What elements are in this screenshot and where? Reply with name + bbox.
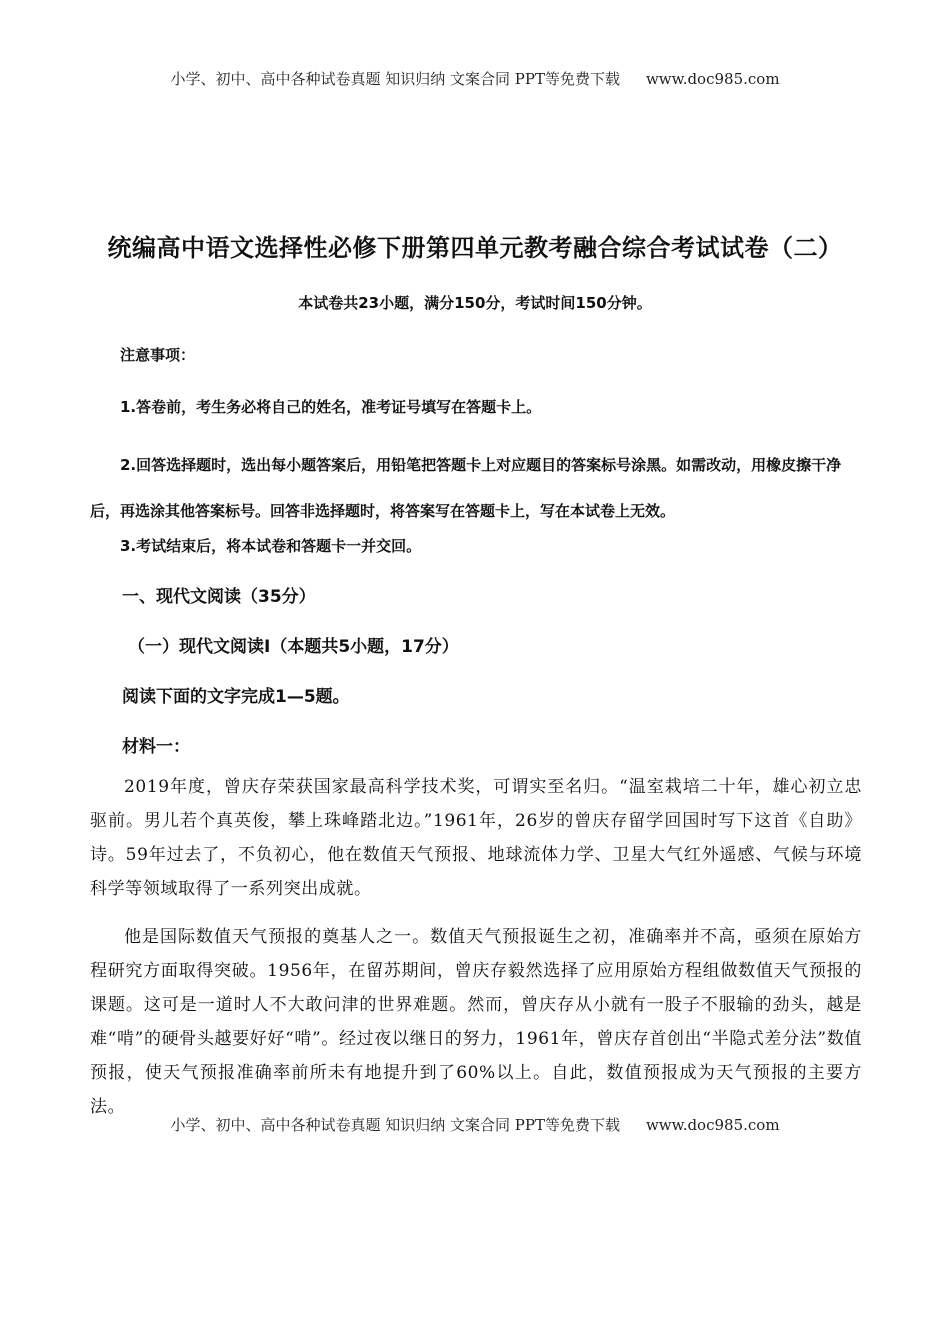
section-heading-modern-reading: 一、现代文阅读（35分）	[122, 587, 316, 607]
notice-item-3: 3.考试结束后，将本试卷和答题卡一并交回。	[120, 537, 422, 555]
exam-title: 统编高中语文选择性必修下册第四单元教考融合综合考试试卷（二）	[107, 234, 843, 262]
page-header	[0, 68, 950, 89]
footer-site-link[interactable]: www.doc985.com	[645, 1116, 780, 1134]
notice-item-2: 2.回答选择题时，选出每小题答案后，用铅笔把答题卡上对应题目的答案标号涂黑。如需改动，用橡皮擦干净后，再选涂其他答案标号。回答非选择题时，将答案写在答题卡上，写在本试卷上无效。	[90, 456, 842, 520]
header-site-link[interactable]: www.doc985.com	[645, 70, 780, 88]
body-paragraph-1: 2019年度，曾庆存荣获国家最高科学技术奖，可谓实至名归。“温室栽培二十年，雄心初立忠驱前。男儿若个真英俊，攀上珠峰踏北边。”1961年，26岁的曾庆存留学回国时写下这首《自助》诗。59年过去了，不负初心，他在数值天气预报、地球流体力学、卫星大气红外遥感、气候与环境科学等领域取得了一系列突出成就。	[90, 777, 862, 899]
notice-heading: 注意事项：	[120, 346, 196, 364]
body-paragraph-2: 他是国际数值天气预报的奠基人之一。数值天气预报诞生之初，准确率并不高，亟须在原始方程研究方面取得突破。1956年，在留苏期间，曾庆存毅然选择了应用原始方程组做数值天气预报的课题。这可是一道时人不大敢问津的世界难题。然而，曾庆存从小就有一股子不服输的劲头，越是难“啃”的硬骨头越要好好“啃”。经过夜以继日的努力，1961年，曾庆存首创出“半隐式差分法”数值预报，使天气预报准确率前所未有地提升到了60%以上。自此，数值预报成为天气预报的主要方法。	[90, 927, 862, 1117]
footer-text: 小学、初中、高中各种试卷真题 知识归纳 文案合同 PPT等免费下载	[170, 1116, 620, 1134]
reading-instruction: 阅读下面的文字完成1—5题。	[122, 687, 350, 707]
exam-subtitle: 本试卷共23小题，满分150分，考试时间150分钟。	[298, 294, 652, 312]
header-text: 小学、初中、高中各种试卷真题 知识归纳 文案合同 PPT等免费下载	[170, 70, 620, 88]
subsection-heading-reading-1: （一）现代文阅读Ⅰ（本题共5小题，17分）	[128, 637, 459, 657]
page-footer	[0, 1114, 950, 1135]
material-label: 材料一：	[122, 737, 190, 757]
notice-item-1: 1.答卷前，考生务必将自己的姓名，准考证号填写在答题卡上。	[120, 398, 542, 416]
